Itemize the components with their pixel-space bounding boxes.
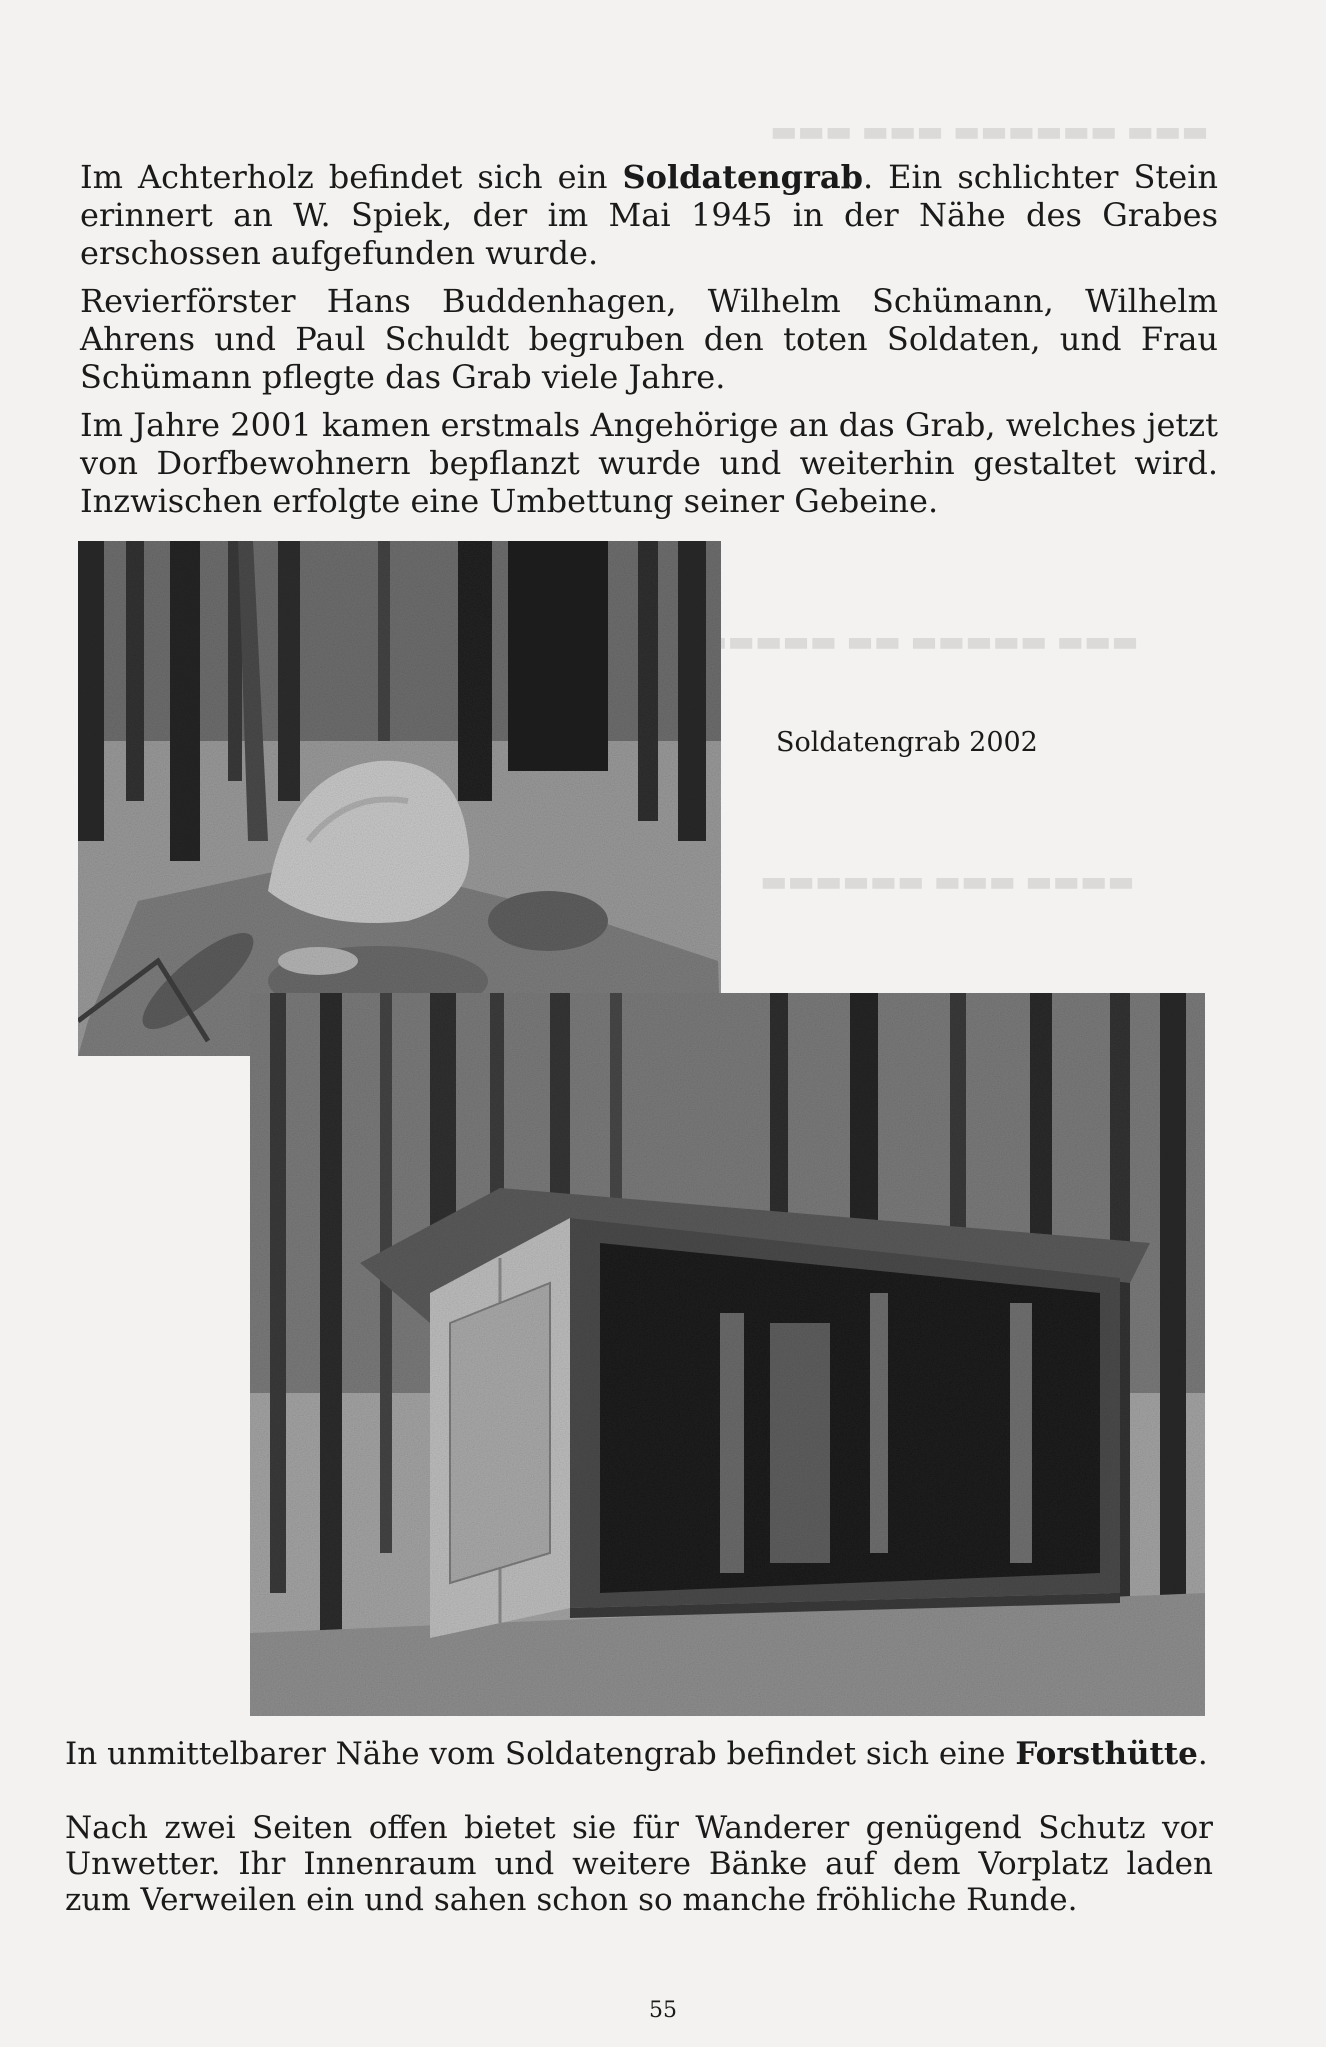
photo-soldatengrab bbox=[78, 541, 721, 1056]
show-through-text: ▬▬▬▬ ▬▬▬ ▬▬▬▬▬▬ bbox=[760, 864, 1135, 898]
photo-caption-soldatengrab: Soldatengrab 2002 bbox=[776, 727, 1038, 758]
keyword-soldatengrab: Soldatengrab bbox=[622, 158, 863, 196]
forsthuette-description-paragraph: Nach zwei Seiten offen bietet sie für Wanderer genügend Schutz vor Unwetter. Ihr Innenraum und weitere Bänke auf dem Vorplatz laden zum Verweilen ein und sahen schon so manche fröhliche Runde. bbox=[65, 1810, 1213, 1918]
page-number: 55 bbox=[649, 1998, 677, 2023]
keyword-forsthuette: Forsthütte bbox=[1015, 1736, 1198, 1772]
photo-forsthuette bbox=[250, 993, 1205, 1716]
burial-paragraph: Revierförster Hans Buddenhagen, Wilhelm Schümann, Wilhelm Ahrens und Paul Schuldt begruben den toten Soldaten, und Frau Schümann pflegte das Grab viele Jahre. bbox=[80, 282, 1218, 396]
forsthuette-intro-paragraph: In unmittelbarer Nähe vom Soldatengrab befindet sich eine Forsthütte. bbox=[65, 1736, 1208, 1772]
intro-paragraph: Im Achterholz befindet sich ein Soldatengrab. Ein schlichter Stein erinnert an W. Spiek, der im Mai 1945 in der Nähe des Grabes erschossen aufgefunden wurde. bbox=[80, 158, 1219, 272]
show-through-text: ▬▬▬ ▬▬▬▬▬ ▬▬ ▬▬▬▬▬ bbox=[700, 624, 1139, 658]
relatives-paragraph: Im Jahre 2001 kamen erstmals Angehörige an das Grab, welches jetzt von Dorfbewohnern bepflanzt wurde und weiterhin gestaltet wird. Inzwischen erfolgte eine Umbettung seiner Gebeine. bbox=[80, 406, 1218, 520]
show-through-text: ▬▬▬ ▬▬▬▬▬▬ ▬▬▬ ▬▬▬ bbox=[770, 114, 1209, 148]
